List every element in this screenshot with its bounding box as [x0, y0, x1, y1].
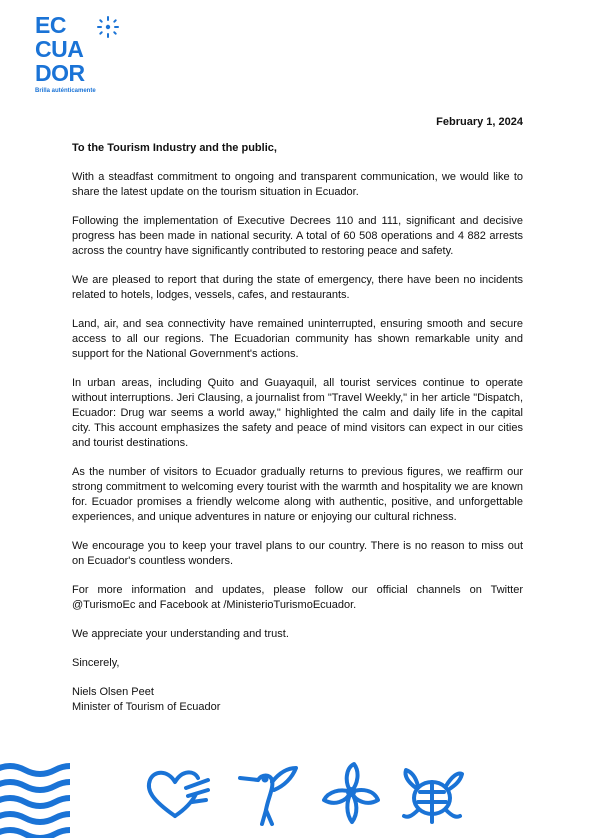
sun-burst-icon	[95, 14, 121, 40]
paragraph: For more information and updates, please follow our official channels on Twitter @TurismoEc and Facebook at /MinisterioTurismoEcuador.	[72, 584, 523, 611]
signer-name: Niels Olsen Peet	[72, 686, 154, 698]
paragraph: We encourage you to keep your travel plans to our country. There is no reason to miss out on Ecuador's countless wonders.	[72, 540, 523, 567]
paragraph: We are pleased to report that during the state of emergency, there have been no incidents related to hotels, lodges, vessels, cafes, and restaurants.	[72, 274, 523, 301]
logo-line-1: EC	[35, 12, 66, 38]
paragraph: We appreciate your understanding and trust.	[72, 628, 289, 640]
paragraph: In urban areas, including Quito and Guayaquil, all tourist services continue to operate without interruptions. Jeri Clausing, a journalist from "Travel Weekly," in her article "Dispatch, Ecuador: Drug war seems a world away," highlighted the calm and daily life in the capital city. This account emphasizes the safety and peace of mind visitors can expect in our cities and tourist destinations.	[72, 377, 523, 449]
logo-line-3: DOR	[35, 60, 85, 86]
footer-decoration	[0, 740, 594, 840]
turtle-icon	[398, 758, 468, 828]
paragraph: As the number of visitors to Ecuador gradually returns to previous figures, we reaffirm our strong commitment to welcoming every tourist with the warmth and hospitality we are known for. Ecuador promises a friendly welcome along with authentic, positive, and unforgettable experiences, and unique adventures in nature or enjoying our cultural richness.	[72, 466, 523, 523]
flower-icon	[316, 758, 386, 828]
paragraph: Land, air, and sea connectivity have remained uninterrupted, ensuring smooth and secure access to all our regions. The Ecuadorian community has shown remarkable unity and support for the National Government's actions.	[72, 318, 523, 360]
signer-title: Minister of Tourism of Ecuador	[72, 701, 221, 713]
logo-tagline: Brilla auténticamente	[35, 88, 96, 94]
closing: Sincerely,	[72, 657, 120, 669]
brand-logo	[35, 14, 135, 104]
salutation: To the Tourism Industry and the public,	[72, 142, 277, 154]
logo-line-2: CUA	[35, 36, 84, 62]
waves-icon	[0, 758, 70, 838]
paragraph: With a steadfast commitment to ongoing and transparent communication, we would like to share the latest update on the tourism situation in Ecuador.	[72, 171, 523, 198]
paragraph: Following the implementation of Executive Decrees 110 and 111, significant and decisive progress has been made in national security. A total of 60 508 operations and 4 882 arrests across the country have significantly contributed to restoring peace and safety.	[72, 215, 523, 257]
hummingbird-icon	[232, 758, 302, 828]
heart-icon	[142, 758, 212, 828]
letter-date: February 1, 2024	[436, 116, 523, 128]
letter-body	[72, 141, 523, 715]
